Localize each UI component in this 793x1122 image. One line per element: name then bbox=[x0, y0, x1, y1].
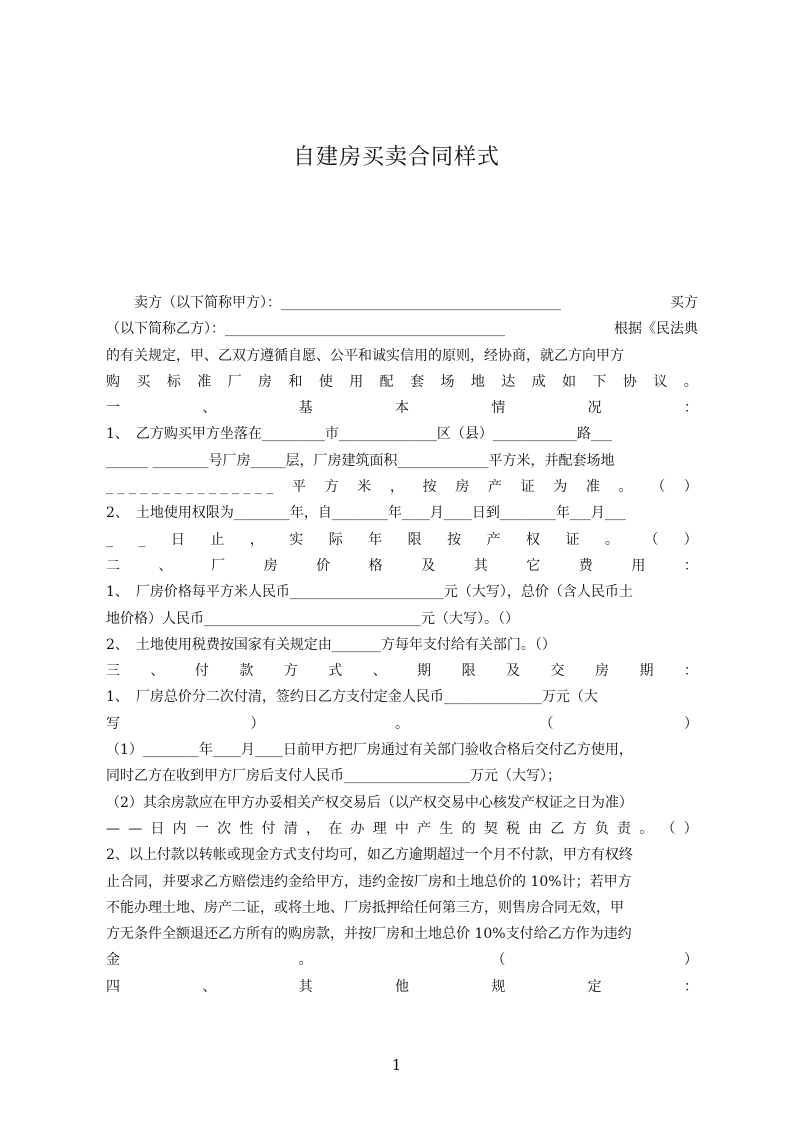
line-segment: 方 bbox=[572, 820, 587, 837]
line-segment: 。 bbox=[639, 820, 654, 837]
line-segment: 及 bbox=[506, 663, 521, 680]
line-segment: 1、 乙方购买甲方坐落在_________市______________区（县）____________路___ bbox=[106, 426, 612, 443]
line-segment: 卖方（以下简称甲方）：________________________________________ bbox=[106, 295, 561, 311]
line-segment: 三 bbox=[106, 663, 120, 680]
line-segment: — bbox=[106, 820, 120, 837]
line-segment: 其 bbox=[473, 557, 488, 574]
line-segment: 一 bbox=[194, 820, 209, 837]
line-segment: 标 bbox=[166, 373, 181, 390]
contract-line bbox=[106, 869, 698, 895]
line-segment: （ bbox=[651, 479, 666, 496]
line-segment: 。 bbox=[604, 531, 619, 548]
line-segment: 用 bbox=[349, 373, 364, 390]
line-segment: 。 bbox=[618, 479, 633, 496]
line-segment: 限 bbox=[407, 531, 422, 548]
contract-body bbox=[106, 290, 698, 1000]
contract-line bbox=[106, 737, 698, 763]
page-number: 1 bbox=[391, 1056, 402, 1074]
contract-line bbox=[106, 658, 698, 684]
line-segment: 成 bbox=[531, 373, 546, 390]
contract-line bbox=[106, 606, 698, 632]
line-segment: 房 bbox=[258, 373, 273, 390]
line-segment: 定 bbox=[587, 978, 602, 995]
contract-line bbox=[106, 974, 698, 1000]
line-segment: 买方 bbox=[670, 295, 698, 311]
line-segment: 1、 厂房总价分二次付清，签约日乙方支付定金人民币______________万元（大 bbox=[106, 689, 598, 706]
line-segment: 乙 bbox=[550, 820, 565, 837]
line-segment: 付 bbox=[261, 820, 276, 837]
line-segment: 一 bbox=[106, 400, 120, 417]
line-segment: 二 bbox=[106, 557, 120, 574]
line-segment: ） bbox=[683, 952, 698, 969]
line-segment: 清 bbox=[283, 820, 298, 837]
line-segment: 费 bbox=[578, 557, 593, 574]
contract-line bbox=[106, 579, 698, 605]
line-segment: 米 bbox=[357, 479, 372, 496]
line-segment: 日 bbox=[150, 820, 165, 837]
line-segment: 1、 厂房价格每平方米人民币______________________元（大写），总价（含人民币土 bbox=[106, 584, 633, 601]
line-segment: ， bbox=[389, 479, 404, 496]
contract-line bbox=[106, 369, 698, 395]
line-segment: 性 bbox=[239, 820, 254, 837]
line-segment: 产 bbox=[487, 479, 502, 496]
line-segment: ） bbox=[683, 820, 698, 837]
line-segment: （ bbox=[661, 820, 676, 837]
line-segment: 契 bbox=[483, 820, 498, 837]
contract-line bbox=[106, 790, 698, 816]
contract-line bbox=[106, 684, 698, 710]
line-segment: 证 bbox=[565, 531, 580, 548]
line-segment: 和 bbox=[288, 373, 303, 390]
line-segment: 价 bbox=[316, 557, 331, 574]
line-segment: 生 bbox=[439, 820, 454, 837]
line-segment: 款 bbox=[239, 663, 254, 680]
line-segment: 付 bbox=[194, 663, 209, 680]
line-segment: 平 bbox=[291, 479, 306, 496]
line-segment: （ bbox=[644, 531, 659, 548]
contract-line bbox=[106, 921, 698, 947]
line-segment: 。 bbox=[298, 952, 313, 969]
line-segment: 由 bbox=[528, 820, 543, 837]
line-segment: 房 bbox=[263, 557, 278, 574]
contract-line bbox=[106, 474, 698, 500]
line-segment: 止 bbox=[210, 531, 225, 548]
line-segment: 方 bbox=[283, 663, 298, 680]
line-segment: 达 bbox=[501, 373, 516, 390]
line-segment: 房 bbox=[455, 479, 470, 496]
line-segment: ） bbox=[250, 715, 265, 732]
line-segment: 的有关规定，甲、乙双方遵循自愿、公平和诚实信用的原则，经协商，就乙方向甲方 bbox=[106, 347, 624, 364]
line-segment: 期 bbox=[417, 663, 432, 680]
line-segment: 格 bbox=[368, 557, 383, 574]
line-segment: （2）其余房款应在甲方办妥相关产权交易后（以产权交易中心核发产权证之日为准） bbox=[106, 794, 633, 811]
line-segment: ， bbox=[249, 531, 264, 548]
line-segment: 准 bbox=[585, 479, 600, 496]
line-segment: — bbox=[128, 820, 143, 837]
line-segment: 、 bbox=[202, 978, 217, 995]
line-segment: 权 bbox=[525, 531, 540, 548]
line-segment: 套 bbox=[410, 373, 425, 390]
line-segment: 内 bbox=[172, 820, 187, 837]
line-segment: 为 bbox=[553, 479, 568, 496]
line-segment: 交 bbox=[550, 663, 565, 680]
line-segment: 准 bbox=[197, 373, 212, 390]
line-segment: （ bbox=[491, 952, 506, 969]
line-segment: 况 bbox=[587, 400, 602, 417]
line-segment: 写 bbox=[106, 715, 120, 732]
line-segment: 止合同，并要求乙方赔偿违约金给甲方，违约金按厂房和土地总价的 10%计；若甲方 bbox=[106, 873, 632, 890]
line-segment: 日 bbox=[170, 531, 185, 548]
line-segment: ： bbox=[683, 663, 698, 680]
line-segment: _ bbox=[106, 531, 113, 548]
line-segment: 购 bbox=[106, 373, 120, 390]
line-segment: 产 bbox=[486, 531, 501, 548]
line-segment: 2、以上付款以转帐或现金方式支付均可，如乙方逾期超过一个月不付款，甲方有权终 bbox=[106, 847, 633, 864]
line-segment: ， bbox=[305, 820, 320, 837]
contract-line bbox=[106, 842, 698, 868]
line-segment: ： bbox=[683, 557, 698, 574]
line-segment: 用 bbox=[631, 557, 646, 574]
contract-line bbox=[106, 711, 698, 737]
line-segment: 方无条件全额退还乙方所有的购房款，并按厂房和土地总价 10%支付给乙方作为违约 bbox=[106, 926, 632, 943]
line-segment: 方 bbox=[324, 479, 339, 496]
line-segment: 的 bbox=[461, 820, 476, 837]
line-segment: 、 bbox=[372, 663, 387, 680]
line-segment: 式 bbox=[328, 663, 343, 680]
line-segment: 买 bbox=[136, 373, 151, 390]
contract-line bbox=[106, 421, 698, 447]
line-segment: 基 bbox=[298, 400, 313, 417]
line-segment: 理 bbox=[372, 820, 387, 837]
line-segment: 、 bbox=[150, 663, 165, 680]
line-segment: 四 bbox=[106, 978, 120, 995]
line-segment: 他 bbox=[394, 978, 409, 995]
line-segment: 办 bbox=[350, 820, 365, 837]
line-segment: ______ ________号厂房_____层，厂房建筑面积_____________平方米，并配套场地 bbox=[106, 452, 615, 469]
line-segment: 本 bbox=[394, 400, 409, 417]
line-segment: _ bbox=[138, 531, 146, 548]
line-segment: _ _ _ _ _ _ _ _ _ _ _ _ _ _ _ bbox=[106, 479, 274, 496]
line-segment: 协 bbox=[622, 373, 637, 390]
contract-line bbox=[106, 343, 698, 369]
line-segment: 同时乙方在收到甲方厂房后支付人民币__________________万元（大写）； bbox=[106, 768, 561, 785]
line-segment: 地 bbox=[470, 373, 485, 390]
line-segment: 年 bbox=[368, 531, 383, 548]
line-segment: 地价格）人民币_______________________________元（大写）。（） bbox=[106, 610, 519, 627]
line-segment: ） bbox=[684, 715, 698, 732]
line-segment: （以下简称乙方）：________________________________________ bbox=[106, 321, 505, 338]
line-segment: 使 bbox=[318, 373, 333, 390]
contract-line bbox=[106, 448, 698, 474]
line-segment: （ bbox=[539, 715, 554, 732]
line-segment: ： bbox=[683, 400, 698, 417]
line-segment: 责 bbox=[617, 820, 632, 837]
line-segment: 根据《民法典 bbox=[614, 321, 698, 338]
line-segment: 实 bbox=[289, 531, 304, 548]
line-segment: 2、 土地使用权限为________年，自________年____月____日到________年___月___ bbox=[106, 505, 626, 522]
line-segment: 金 bbox=[106, 952, 120, 969]
line-segment: 情 bbox=[491, 400, 506, 417]
line-segment: 在 bbox=[328, 820, 343, 837]
line-segment: 负 bbox=[594, 820, 609, 837]
line-segment: 规 bbox=[491, 978, 506, 995]
page-title: 自建房买卖合同样式 bbox=[292, 145, 500, 170]
contract-line bbox=[106, 290, 698, 316]
line-segment: 中 bbox=[394, 820, 409, 837]
line-segment: 按 bbox=[447, 531, 462, 548]
line-segment: ： bbox=[683, 978, 698, 995]
line-segment: 。 bbox=[395, 715, 409, 732]
line-segment: 其 bbox=[298, 978, 313, 995]
contract-line bbox=[106, 895, 698, 921]
line-segment: 配 bbox=[379, 373, 394, 390]
line-segment: 厂 bbox=[227, 373, 242, 390]
contract-line bbox=[106, 500, 698, 526]
line-segment: 及 bbox=[421, 557, 436, 574]
line-segment: 2、 土地使用税费按国家有关规定由_______方每年支付给有关部门。（） bbox=[106, 636, 556, 653]
contract-line bbox=[106, 947, 698, 973]
line-segment: 、 bbox=[202, 400, 217, 417]
line-segment: 下 bbox=[592, 373, 607, 390]
line-segment: 限 bbox=[461, 663, 476, 680]
line-segment: ） bbox=[683, 531, 698, 548]
line-segment: （1）________年____月____日前甲方把厂房通过有关部门验收合格后交付乙方使用， bbox=[106, 742, 633, 759]
line-segment: 际 bbox=[328, 531, 343, 548]
line-segment: 产 bbox=[417, 820, 432, 837]
contract-line bbox=[106, 316, 698, 342]
line-segment: 、 bbox=[158, 557, 173, 574]
contract-line bbox=[106, 816, 698, 842]
line-segment: 它 bbox=[526, 557, 541, 574]
line-segment: 厂 bbox=[211, 557, 226, 574]
line-segment: 税 bbox=[505, 820, 520, 837]
line-segment: 房 bbox=[594, 663, 609, 680]
line-segment: 。 bbox=[683, 373, 698, 390]
line-segment: ） bbox=[683, 479, 698, 496]
line-segment: 场 bbox=[440, 373, 455, 390]
line-segment: 如 bbox=[562, 373, 577, 390]
contract-line bbox=[106, 395, 698, 421]
contract-line bbox=[106, 527, 698, 553]
contract-line bbox=[106, 763, 698, 789]
contract-line bbox=[106, 553, 698, 579]
line-segment: 不能办理土地、房产二证，或将土地、厂房抵押给任何第三方，则售房合同无效，甲 bbox=[106, 899, 624, 916]
line-segment: 按 bbox=[422, 479, 437, 496]
line-segment: 期 bbox=[639, 663, 654, 680]
line-segment: 次 bbox=[217, 820, 232, 837]
contract-line bbox=[106, 632, 698, 658]
line-segment: 议 bbox=[653, 373, 668, 390]
line-segment: 证 bbox=[520, 479, 535, 496]
